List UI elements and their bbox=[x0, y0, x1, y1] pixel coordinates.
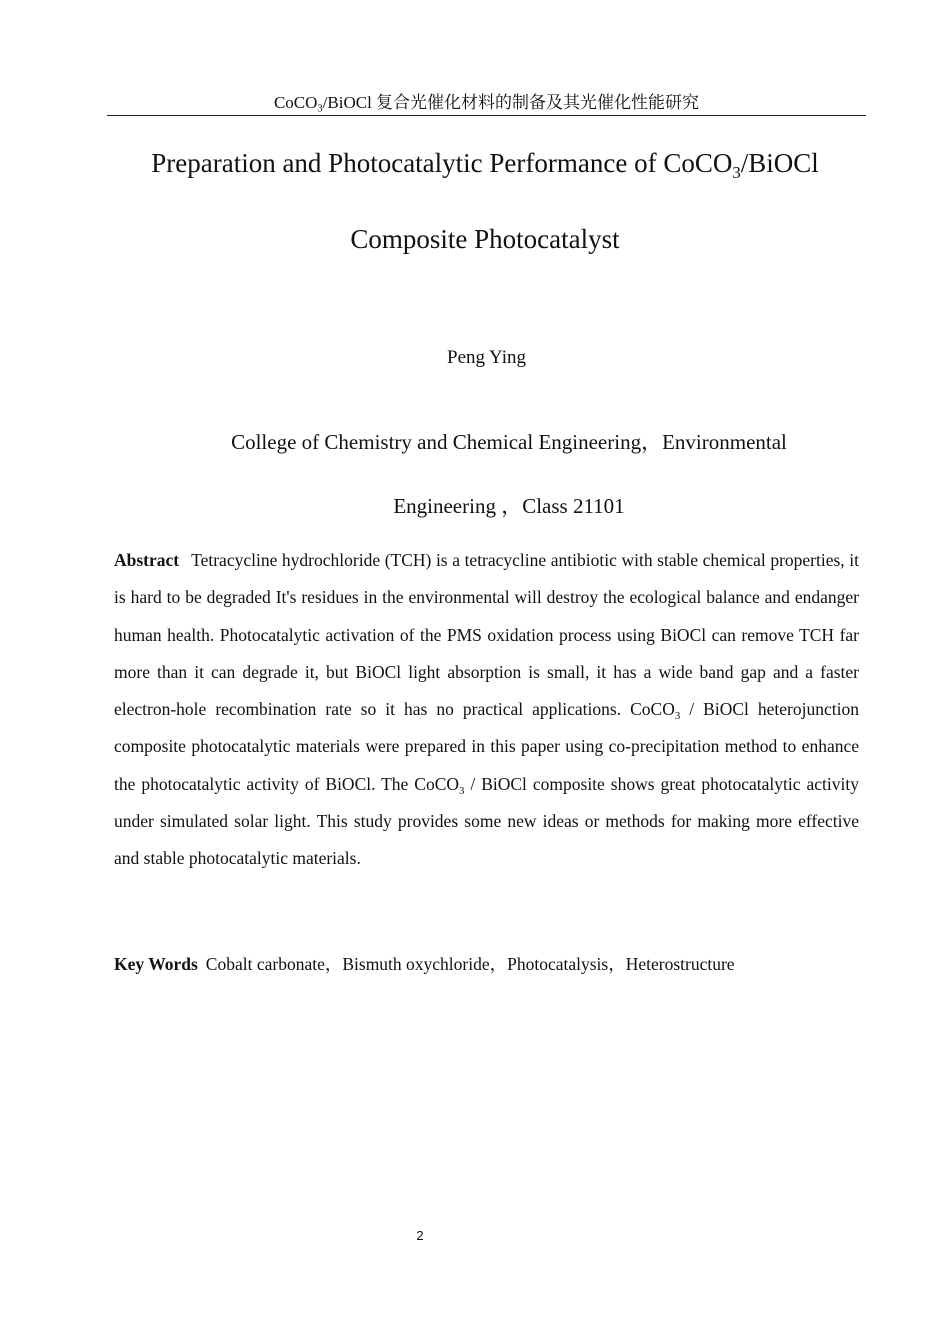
abstract-paragraph bbox=[114, 542, 859, 878]
paper-title-line-1 bbox=[60, 146, 910, 180]
abstract-subscript: 3 bbox=[674, 709, 681, 722]
affiliation-line-2: Engineering ，Class 21101 bbox=[393, 494, 625, 518]
page-number: 2 bbox=[416, 1228, 424, 1243]
abstract-subscript: 3 bbox=[459, 784, 465, 797]
running-header bbox=[107, 92, 866, 116]
affiliation-line-1: College of Chemistry and Chemical Engineering，Environmental bbox=[231, 430, 787, 454]
keywords-line bbox=[114, 952, 859, 976]
author-name: Peng Ying bbox=[447, 347, 526, 368]
title-text-part: Preparation and Photocatalytic Performance of CoCO bbox=[151, 148, 733, 178]
paper-title-line-2: Composite Photocatalyst bbox=[350, 224, 620, 254]
header-formula-subscript: 3 bbox=[317, 103, 323, 115]
keywords-text: Cobalt carbonate，Bismuth oxychloride，Photocatalysis，Heterostructure bbox=[205, 954, 735, 974]
abstract-text: Tetracycline hydrochloride (TCH) is a tetracycline antibiotic with stable chemical properties, it is hard to be degraded It's residues in the environmental will destroy the ecological balance and endanger human health. Photocatalytic activation of the PMS oxidation process using BiOCl can remove TCH far more than it can degrade it, but BiOCl light absorption is small, it has a wide band gap and a faster electron-hole recombination rate so it has no practical applications. CoCO bbox=[114, 550, 859, 720]
title-text-part: /BiOCl bbox=[740, 148, 819, 178]
title-subscript: 3 bbox=[732, 162, 741, 182]
keywords-label: Key Words bbox=[114, 954, 198, 974]
header-title-text: /BiOCl 复合光催化材料的制备及其光催化性能研究 bbox=[322, 93, 700, 112]
abstract-text: / BiOCl composite shows great photocatalytic activity under simulated solar light. This study provides some new ideas or methods for making more effective and stable photocatalytic materials. bbox=[114, 773, 859, 869]
abstract-text: / BiOCl heterojunction composite photocatalytic materials were prepared in this paper using co-precipitation method to enhance the photocatalytic activity of BiOCl. The CoCO bbox=[114, 699, 859, 794]
abstract-label: Abstract bbox=[114, 550, 180, 570]
header-formula: CoCO bbox=[273, 93, 318, 112]
